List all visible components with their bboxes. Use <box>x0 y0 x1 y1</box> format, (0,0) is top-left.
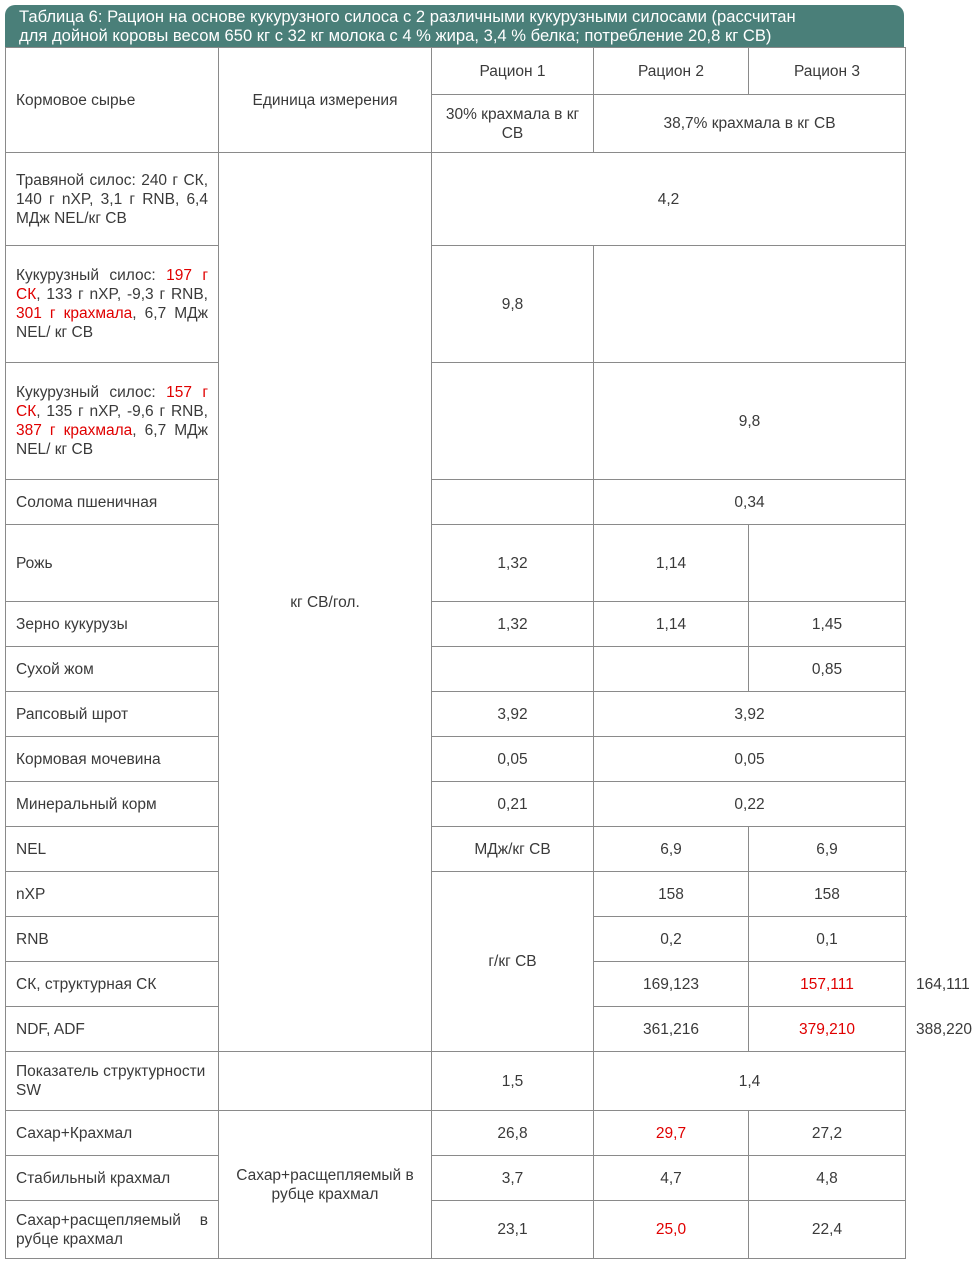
header-ration-1: Рацион 1 <box>432 48 594 95</box>
unit-sugar: Сахар+расщепляемый в рубце крахмал <box>219 1111 432 1259</box>
table-row <box>6 692 906 737</box>
table-row <box>6 246 906 363</box>
cell-value-highlight: 379,210 <box>749 1007 906 1052</box>
cell-value: 4,8 <box>749 1156 906 1201</box>
table-row <box>6 1052 906 1111</box>
cell-value: 26,8 <box>432 1111 594 1156</box>
header-feed: Кормовое сырье <box>6 48 219 153</box>
row-label: Рапсовый шрот <box>6 692 219 737</box>
cell-value: 0,1 <box>749 917 906 962</box>
row-label: Показатель структурности SW <box>6 1052 219 1111</box>
cell-value-highlight: 29,7 <box>594 1111 749 1156</box>
cell-value: 1,32 <box>432 525 594 602</box>
header-unit: Единица измерения <box>219 48 432 153</box>
cell-value: 158 <box>749 872 906 917</box>
cell-value: 23,1 <box>432 1201 594 1259</box>
cell-value: 3,92 <box>432 692 594 737</box>
row-label: Кукурузный силос: 197 г СК, 133 г nXP, -9,3 г RNB, 301 г крахмала, 6,7 МДж NEL/ кг СВ <box>6 246 219 363</box>
table-row <box>6 480 906 525</box>
row-label: Зерно кукурузы <box>6 602 219 647</box>
header-ration-3: Рацион 3 <box>749 48 906 95</box>
cell-empty <box>432 363 594 480</box>
table-row <box>6 153 906 246</box>
cell-value: 0,05 <box>594 737 906 782</box>
row-label: Сахар+Крахмал <box>6 1111 219 1156</box>
cell-value: 0,2 <box>594 917 749 962</box>
table-row: СК, структурная СК 169,123 157,111 164,111 <box>6 962 906 1007</box>
row-label: Солома пшеничная <box>6 480 219 525</box>
table-row <box>6 1201 906 1259</box>
cell-value: 1,14 <box>594 525 749 602</box>
cell-value: 158 <box>594 872 749 917</box>
cell-empty <box>432 480 594 525</box>
cell-value: 1,32 <box>432 602 594 647</box>
cell-empty <box>432 647 594 692</box>
table-row <box>6 1156 906 1201</box>
cell-value: 0,85 <box>749 647 906 692</box>
cell-empty <box>594 246 906 363</box>
table-row <box>6 363 906 480</box>
cell-empty <box>594 647 749 692</box>
cell-value: 9,8 <box>432 246 594 363</box>
cell-value: 0,21 <box>432 782 594 827</box>
unit-nel: МДж/кг СВ <box>432 827 594 872</box>
cell-value-highlight: 157,111 <box>749 962 906 1007</box>
cell-empty <box>219 1052 432 1111</box>
row-label: NEL <box>6 827 219 872</box>
cell-value: 0,22 <box>594 782 906 827</box>
table-row <box>6 1111 906 1156</box>
cell-value-highlight: 25,0 <box>594 1201 749 1259</box>
cell-value: 1,14 <box>594 602 749 647</box>
row-label: nXP <box>6 872 219 917</box>
cell-value: 361,216 <box>594 1007 749 1052</box>
row-label: RNB <box>6 917 219 962</box>
table-row <box>6 827 906 872</box>
cell-value: 4,7 <box>594 1156 749 1201</box>
row-label: Минеральный корм <box>6 782 219 827</box>
cell-value: 9,8 <box>594 363 906 480</box>
cell-value: 6,9 <box>749 827 906 872</box>
ration-table <box>5 47 972 1259</box>
cell-empty <box>749 525 906 602</box>
cell-value: 0,05 <box>432 737 594 782</box>
header-starch-23: 38,7% крахмала в кг СВ <box>594 95 906 153</box>
table-header-row <box>6 48 906 95</box>
row-label: NDF, ADF <box>6 1007 219 1052</box>
cell-value: 0,34 <box>594 480 906 525</box>
row-label: Кукурузный силос: 157 г СК, 135 г nXP, -9,6 г RNB, 387 г крахмала, 6,7 МДж NEL/ кг СВ <box>6 363 219 480</box>
table-title-line-1: Таблица 6: Рацион на основе кукурузного силоса с 2 различными кукурузными силосами (рассчитан <box>19 7 796 26</box>
row-label: Кормовая мочевина <box>6 737 219 782</box>
cell-value: 22,4 <box>749 1201 906 1259</box>
cell-value: 169,123 <box>594 962 749 1007</box>
row-label: Сухой жом <box>6 647 219 692</box>
table-row: NDF, ADF 361,216 379,210 388,220 <box>6 1007 906 1052</box>
unit-feed: кг СВ/гол. <box>219 153 432 1052</box>
cell-value: 3,92 <box>594 692 906 737</box>
cell-value: 27,2 <box>749 1111 906 1156</box>
header-starch-1: 30% крахмала в кг СВ <box>432 95 594 153</box>
table-title <box>5 5 904 48</box>
row-label: Травяной силос: 240 г СК, 140 г nXP, 3,1 г RNB, 6,4 МДж NEL/кг СВ <box>6 153 219 246</box>
cell-value: 6,9 <box>594 827 749 872</box>
cell-value: 1,45 <box>749 602 906 647</box>
table-row <box>6 647 906 692</box>
row-label: Сахар+расщепляемый в рубце крахмал <box>6 1201 219 1259</box>
table-row <box>6 602 906 647</box>
unit-gkg: г/кг СВ <box>432 872 594 1052</box>
cell-value: 4,2 <box>432 153 906 246</box>
table-row <box>6 782 906 827</box>
row-label: СК, структурная СК <box>6 962 219 1007</box>
header-ration-2: Рацион 2 <box>594 48 749 95</box>
table-row <box>6 872 906 917</box>
row-label: Стабильный крахмал <box>6 1156 219 1201</box>
cell-value: 1,4 <box>594 1052 906 1111</box>
row-label: Рожь <box>6 525 219 602</box>
table-title-line-2: для дойной коровы весом 650 кг с 32 кг молока с 4 % жира, 3,4 % белка; потребление 20,8 кг СВ) <box>19 26 772 45</box>
cell-value: 3,7 <box>432 1156 594 1201</box>
table-row <box>6 525 906 602</box>
table-row <box>6 737 906 782</box>
cell-value: 1,5 <box>432 1052 594 1111</box>
